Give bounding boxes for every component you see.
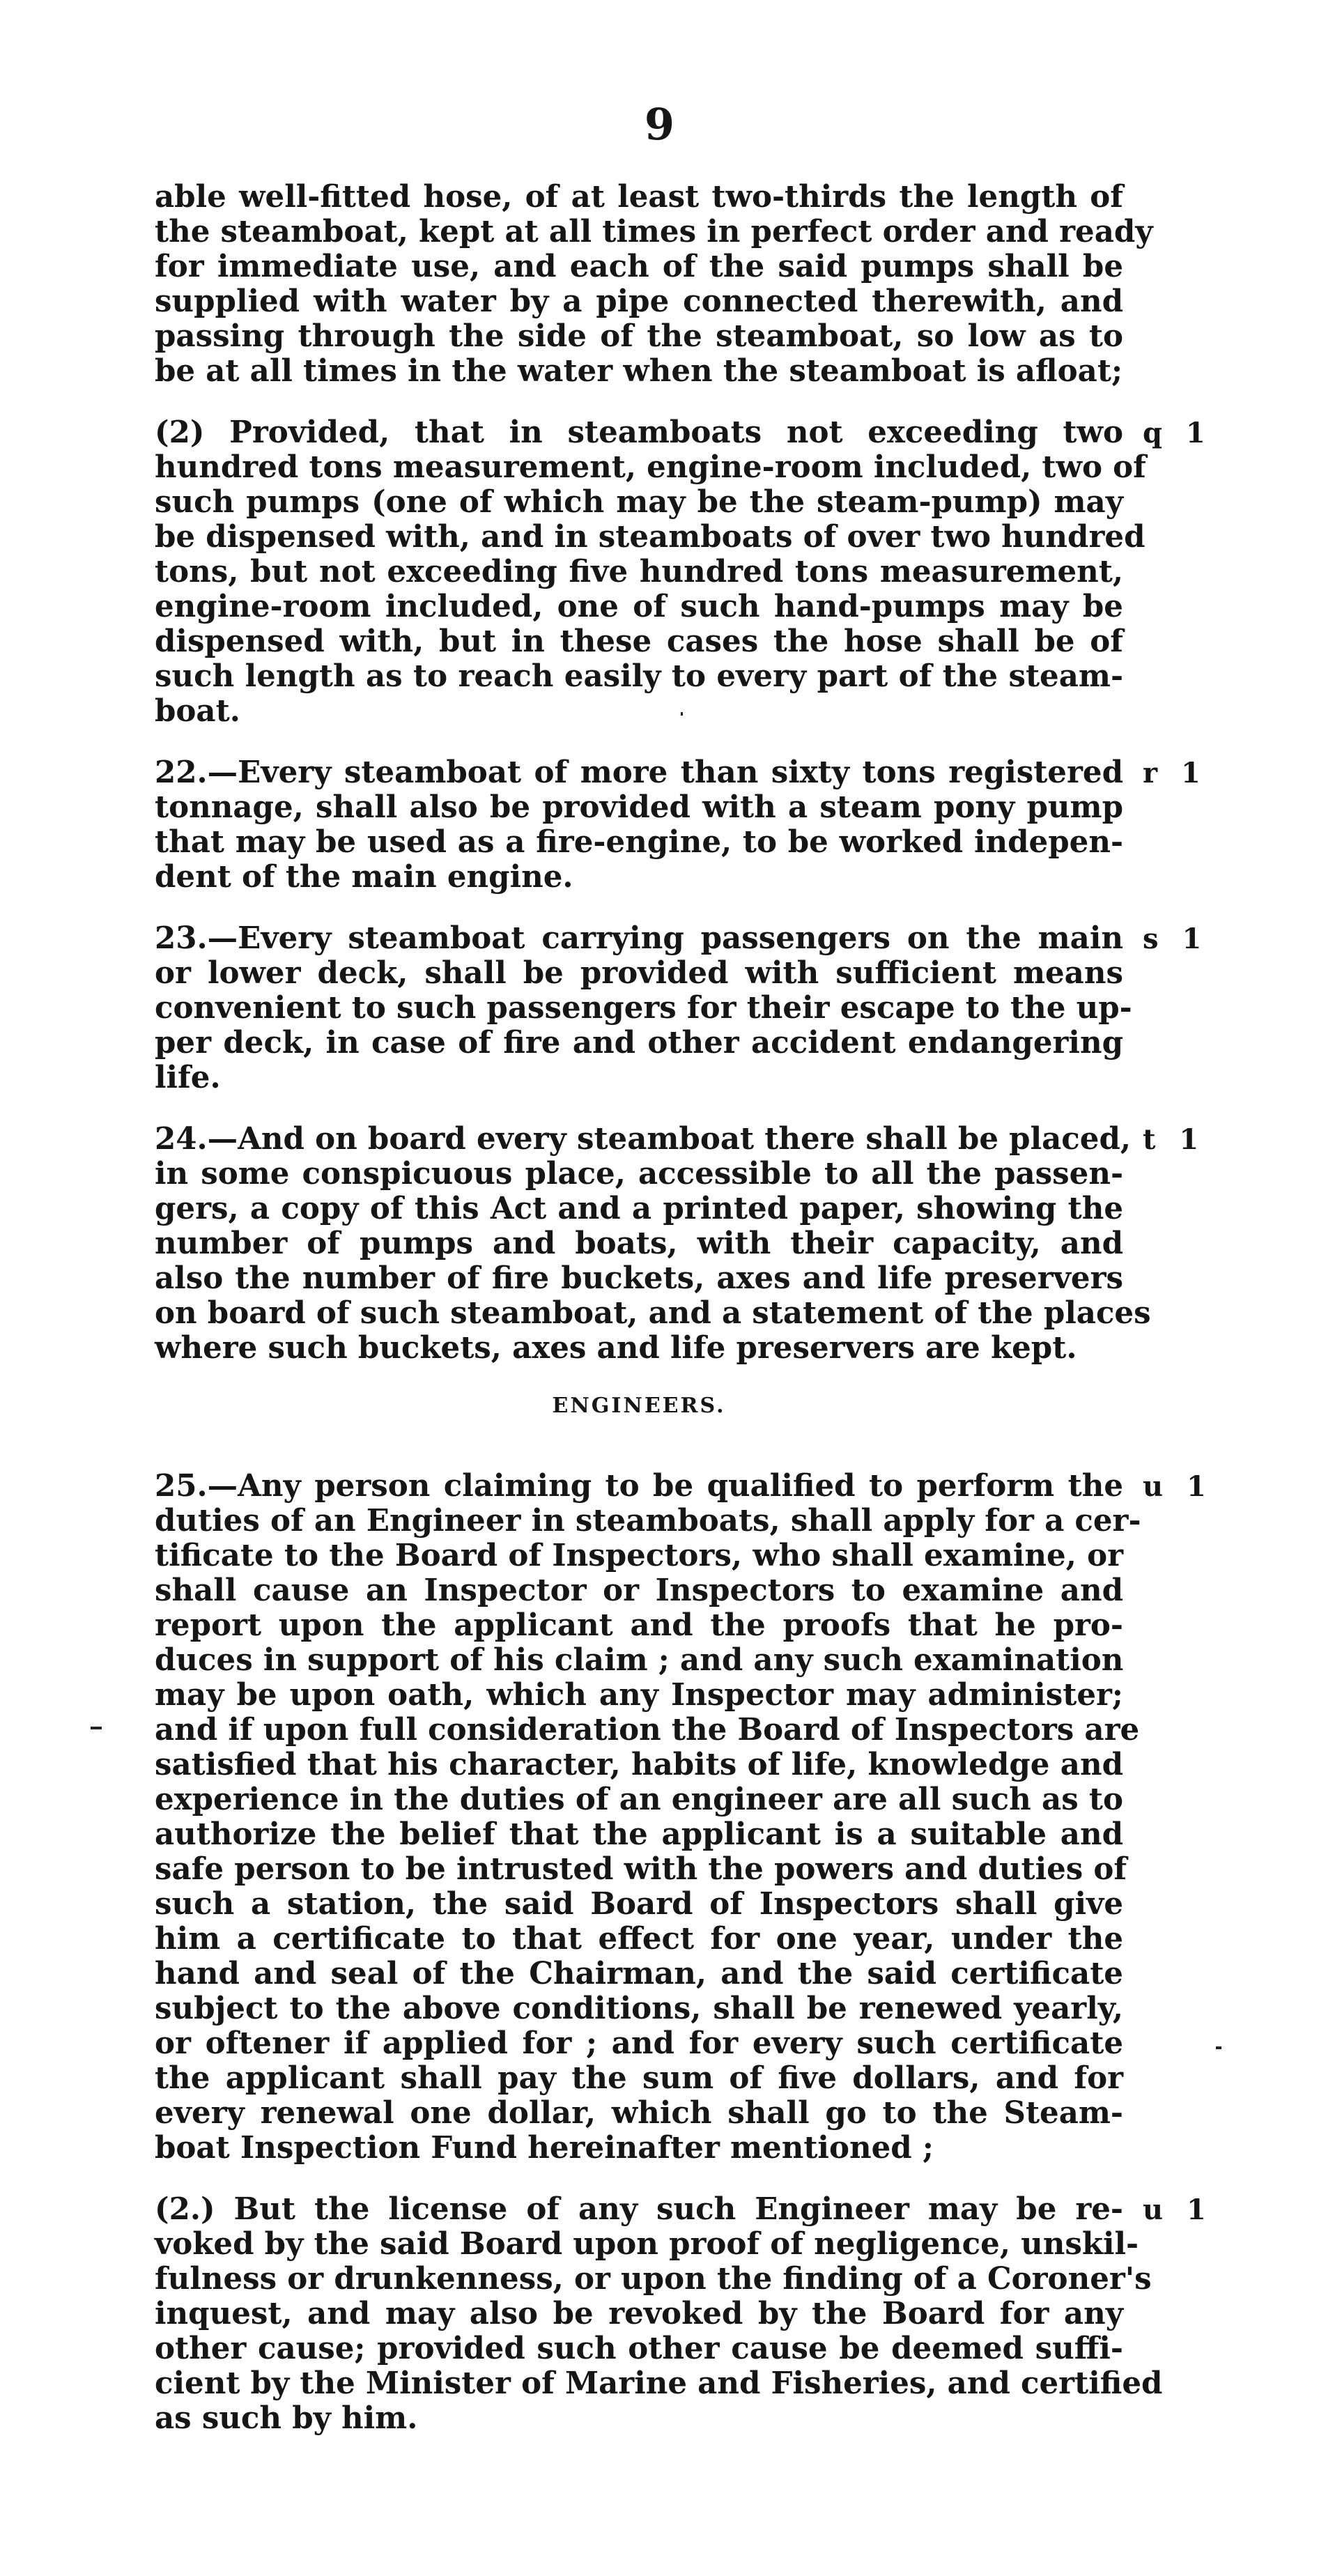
paragraph-continued — [155, 179, 1153, 389]
text-line: convenient to such passengers for their escape to the up- — [155, 990, 1132, 1026]
paragraph-section-25 — [155, 1468, 1141, 2166]
margin-note-s1: s 1 — [1143, 923, 1209, 955]
text-line: experience in the duties of an engineer are all such as to — [155, 1782, 1123, 1817]
text-line: for immediate use, and each of the said pumps shall be — [155, 249, 1123, 284]
scan-speck — [91, 1727, 102, 1729]
text-line: gers, a copy of this Act and a printed paper, showing the — [155, 1191, 1123, 1226]
text-line: (2) Provided, that in steamboats not exceeding two — [155, 415, 1123, 450]
text-line: dispensed with, but in these cases the hose shall be of — [155, 624, 1123, 659]
paragraph-section-24 — [155, 1121, 1151, 1366]
paragraph-section-23 — [155, 920, 1132, 1095]
text-line: authorize the belief that the applicant is a suitable and — [155, 1817, 1123, 1852]
text-line: shall cause an Inspector or Inspectors to examine and — [155, 1573, 1123, 1608]
text-line: such length as to reach easily to every part of the steam- — [155, 658, 1123, 694]
text-line: that may be used as a fire-engine, to be worked indepen- — [155, 824, 1123, 860]
text-line: (2.) But the license of any such Engineer may be re- — [155, 2191, 1123, 2227]
text-line: tons, but not exceeding five hundred tons measurement, — [155, 554, 1123, 589]
text-line: boat Inspection Fund hereinafter mentioned ; — [155, 2130, 934, 2166]
text-line: engine-room included, one of such hand-pumps may be — [155, 589, 1123, 624]
text-line: report upon the applicant and the proofs that he pro- — [155, 1607, 1123, 1643]
text-line: as such by him. — [155, 2400, 418, 2436]
text-line: hundred tons measurement, engine-room included, two of — [155, 449, 1146, 485]
paragraph-section-21-2 — [155, 415, 1146, 729]
text-line: life. — [155, 1060, 221, 1095]
text-line: voked by the said Board upon proof of negligence, unskil- — [155, 2226, 1139, 2262]
text-line: on board of such steamboat, and a statement of the places — [155, 1295, 1151, 1331]
text-line: every renewal one dollar, which shall go to the Steam- — [155, 2095, 1123, 2131]
page-number: 9 — [644, 99, 675, 150]
text-line: cient by the Minister of Marine and Fisheries, and certified — [155, 2366, 1163, 2401]
text-line: where such buckets, axes and life preservers are kept. — [155, 1330, 1077, 1366]
text-line: supplied with water by a pipe connected therewith, and — [155, 284, 1123, 319]
section-heading-engineers: ENGINEERS. — [552, 1394, 726, 1418]
margin-note-t1: t 1 — [1143, 1123, 1206, 1156]
text-line: 25.—Any person claiming to be qualified to perform the — [155, 1468, 1123, 1504]
document-body — [155, 179, 1163, 2462]
text-line: able well-fitted hose, of at least two-thirds the length of — [155, 179, 1123, 215]
text-line: duces in support of his claim ; and any such examination — [155, 1642, 1124, 1678]
text-line: 22.—Every steamboat of more than sixty tons registered — [155, 755, 1123, 790]
text-line: inquest, and may also be revoked by the Board for any — [155, 2296, 1123, 2331]
margin-note-u1: u 1 — [1143, 1470, 1213, 1503]
text-line: dent of the main engine. — [155, 859, 573, 895]
text-line: satisfied that his character, habits of life, knowledge and — [155, 1747, 1123, 1782]
text-line: may be upon oath, which any Inspector may administer; — [155, 1677, 1123, 1713]
text-line: tificate to the Board of Inspectors, who shall examine, or — [155, 1538, 1123, 1573]
paragraph-section-22 — [155, 755, 1123, 895]
scan-speck — [681, 712, 683, 716]
text-line: such pumps (one of which may be the steam-pump) may — [155, 484, 1123, 520]
paragraph-section-25-2 — [155, 2191, 1163, 2436]
text-line: be dispensed with, and in steamboats of over two hundred — [155, 519, 1146, 555]
text-line: boat. — [155, 693, 240, 729]
text-line: the applicant shall pay the sum of five dollars, and for — [155, 2060, 1123, 2096]
text-line: or oftener if applied for ; and for every such certificate — [155, 2026, 1123, 2061]
text-line: safe person to be intrusted with the powers and duties of — [155, 1851, 1127, 1887]
text-line: in some conspicuous place, accessible to all the passen- — [155, 1156, 1123, 1191]
text-line: 23.—Every steamboat carrying passengers on the main — [155, 920, 1123, 956]
text-line: be at all times in the water when the steamboat is afloat; — [155, 353, 1123, 389]
margin-note-u1-second: u 1 — [1143, 2193, 1213, 2226]
text-line: fulness or drunkenness, or upon the finding of a Coroner's — [155, 2261, 1152, 2297]
text-line: number of pumps and boats, with their capacity, and — [155, 1226, 1123, 1261]
text-line: or lower deck, shall be provided with sufficient means — [155, 955, 1123, 991]
text-line: duties of an Engineer in steamboats, shall apply for a cer- — [155, 1503, 1141, 1538]
text-line: hand and seal of the Chairman, and the said certificate — [155, 1956, 1123, 1991]
margin-note-r1: r 1 — [1143, 757, 1208, 789]
margin-note-q1: q 1 — [1143, 417, 1212, 449]
text-line: passing through the side of the steamboat, so low as to — [155, 318, 1123, 354]
scan-speck — [1216, 2046, 1221, 2049]
text-line: 24.—And on board every steamboat there shall be placed, — [155, 1121, 1132, 1157]
text-line: also the number of fire buckets, axes and life preservers — [155, 1260, 1123, 1296]
text-line: such a station, the said Board of Inspectors shall give — [155, 1886, 1123, 1922]
text-line: him a certificate to that effect for one year, under the — [155, 1921, 1123, 1957]
text-line: other cause; provided such other cause be deemed suffi- — [155, 2331, 1123, 2366]
text-line: tonnage, shall also be provided with a steam pony pump — [155, 789, 1123, 825]
text-line: the steamboat, kept at all times in perfect order and ready — [155, 214, 1153, 249]
text-line: per deck, in case of fire and other accident endangering — [155, 1025, 1123, 1061]
text-line: and if upon full consideration the Board of Inspectors are — [155, 1712, 1140, 1748]
text-line: subject to the above conditions, shall be renewed yearly, — [155, 1991, 1123, 2026]
